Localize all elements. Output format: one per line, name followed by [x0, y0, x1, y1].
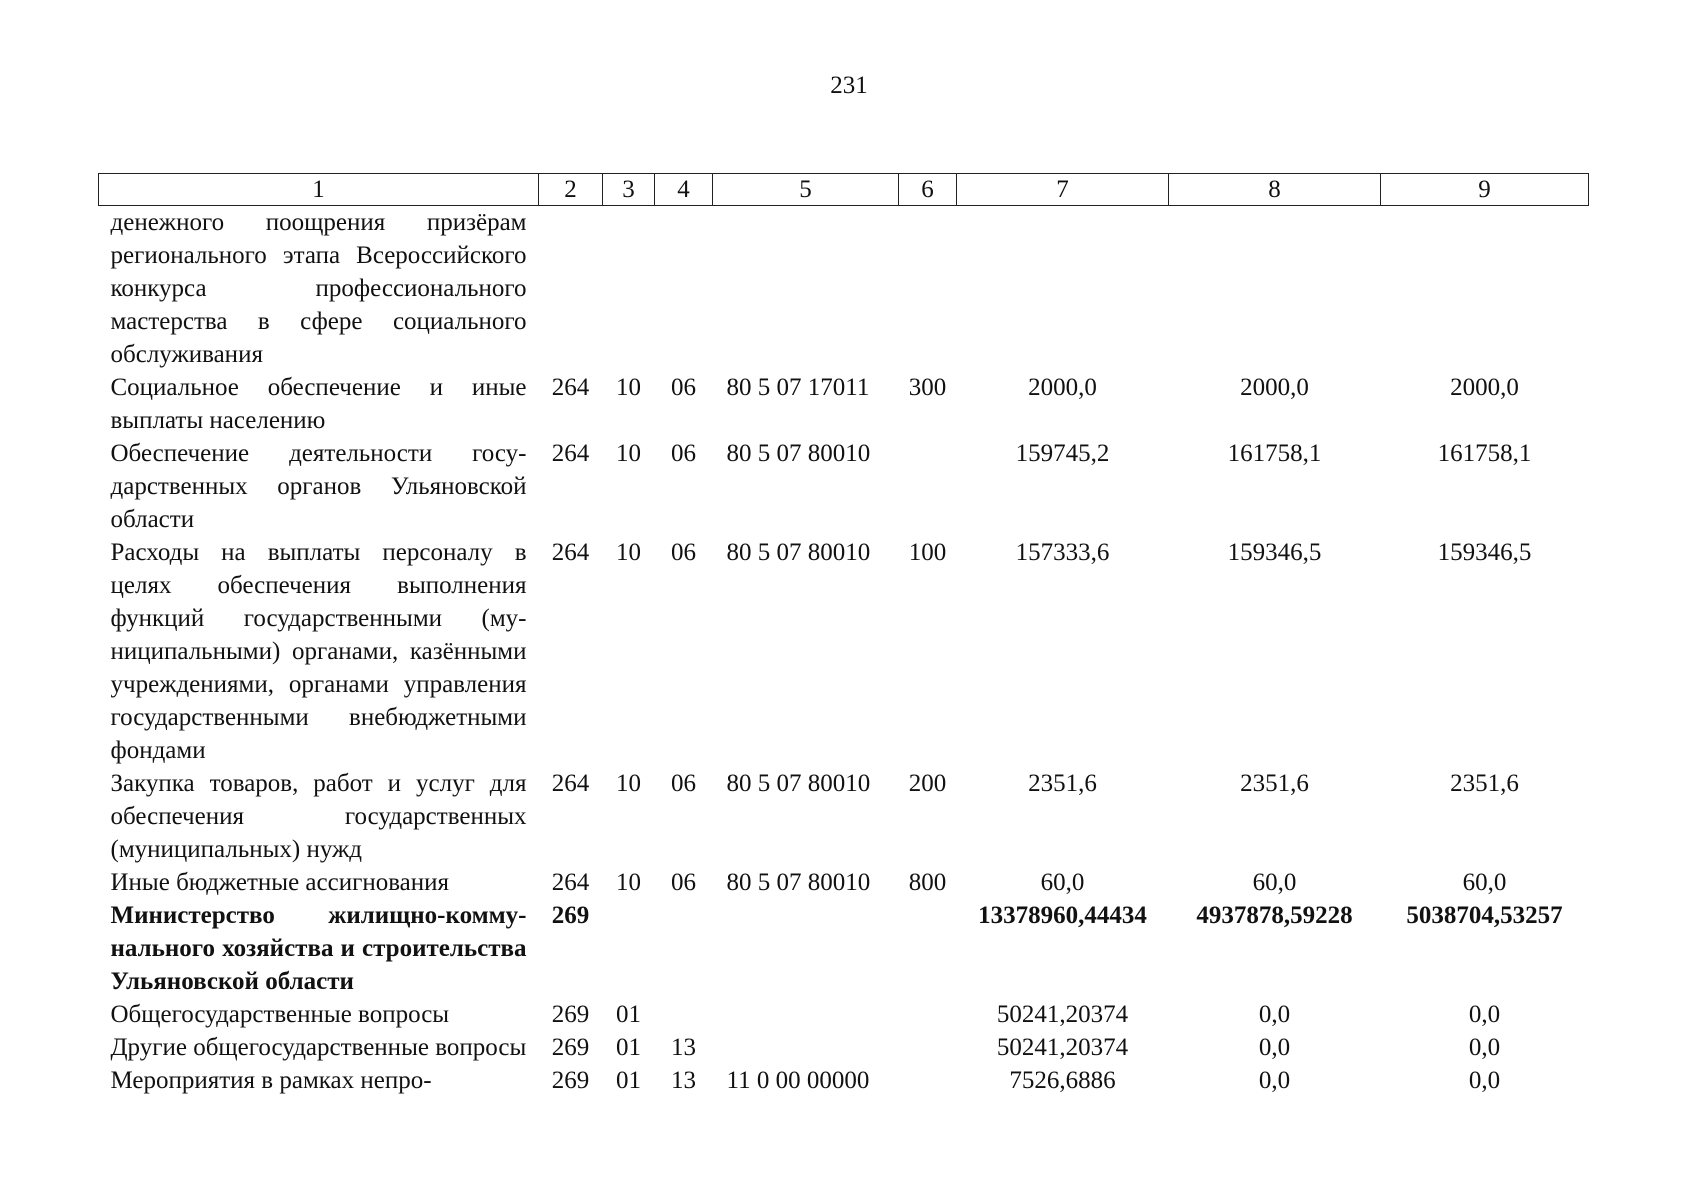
row-amount-year-1: 2351,6: [1028, 770, 1097, 797]
row-description: Закупка товаров, работ и услуг для обеспечения государственных (муниципальных) нужд: [110, 770, 527, 863]
row-subsection: [655, 899, 713, 998]
row-target-article: 80 5 07 80010: [726, 440, 871, 467]
table-row: [99, 866, 1589, 899]
row-expense-type: 800: [908, 869, 947, 896]
row-subsection: [655, 998, 713, 1031]
row-description: Другие общегосударственные вопросы: [110, 1034, 527, 1061]
row-target-article: 80 5 07 80010: [726, 770, 871, 797]
row-subsection: [655, 206, 713, 372]
row-target-article: [713, 899, 899, 998]
row-amount-year-3: 2000,0: [1450, 374, 1519, 401]
row-amount-year-3: 60,0: [1462, 869, 1507, 896]
row-amount-year-2: 0,0: [1258, 1034, 1291, 1061]
row-target-article: 80 5 07 17011: [726, 374, 870, 401]
table-row: [99, 371, 1589, 437]
row-subsection: 06: [671, 440, 696, 467]
row-amount-year-1: 60,0: [1040, 869, 1085, 896]
row-amount-year-1: 50241,20374: [996, 1034, 1129, 1061]
row-expense-type: [899, 1031, 957, 1064]
header-col-3: 3: [603, 174, 655, 206]
header-col-1: 1: [99, 174, 539, 206]
table-row: [99, 899, 1589, 998]
row-subsection: 13: [671, 1067, 696, 1094]
row-amount-year-3: 0,0: [1468, 1001, 1501, 1028]
row-expense-type: 100: [908, 539, 947, 566]
row-description: Иные бюджетные ассигнования: [110, 869, 450, 896]
table-row: [99, 1031, 1589, 1064]
row-subsection: 06: [671, 539, 696, 566]
header-row: [99, 174, 1589, 206]
row-subsection: 06: [671, 770, 696, 797]
row-amount-year-1: 157333,6: [1015, 539, 1110, 566]
row-target-article: [713, 998, 899, 1031]
row-subsection: 13: [671, 1034, 696, 1061]
row-section: 10: [616, 440, 641, 467]
row-target-article: [713, 206, 899, 372]
row-amount-year-1: 159745,2: [1015, 440, 1110, 467]
table-header: [99, 174, 1589, 206]
row-admin-code: 269: [551, 1001, 590, 1028]
row-amount-year-3: 2351,6: [1450, 770, 1519, 797]
row-amount-year-1: 2000,0: [1028, 374, 1097, 401]
row-section: 10: [616, 869, 641, 896]
row-amount-year-2: 161758,1: [1227, 440, 1322, 467]
row-description: Расходы на выплаты персоналу в целях обеспечения выполнения функций государственными (муниципальными) органами, казёнными учреждениями, органами управления государственными внебюджетными фондами: [110, 539, 527, 764]
row-amount-year-3: 0,0: [1468, 1034, 1501, 1061]
table-row: [99, 767, 1589, 866]
row-section: 10: [616, 539, 641, 566]
row-amount-year-2: 2351,6: [1240, 770, 1309, 797]
budget-table: [98, 173, 1589, 1097]
row-amount-year-2: 60,0: [1252, 869, 1297, 896]
row-expense-type: [899, 899, 957, 998]
row-target-article: 80 5 07 80010: [726, 869, 871, 896]
row-section: 01: [616, 1034, 641, 1061]
row-amount-year-2: [1169, 206, 1381, 372]
row-amount-year-1: 7526,6886: [1009, 1067, 1116, 1094]
row-amount-year-3: 5038704,53257: [1406, 902, 1563, 929]
row-admin-code: [539, 206, 603, 372]
row-description: Обеспечение деятельности государственных органов Ульяновской области: [110, 440, 527, 533]
header-col-5: 5: [713, 174, 899, 206]
row-amount-year-2: 0,0: [1258, 1067, 1291, 1094]
row-admin-code: 269: [551, 902, 590, 929]
row-subsection: 06: [671, 869, 696, 896]
row-expense-type: [899, 206, 957, 372]
page-number: 231: [830, 72, 868, 99]
row-expense-type: 200: [908, 770, 947, 797]
row-section: 10: [616, 374, 641, 401]
row-admin-code: 269: [551, 1067, 590, 1094]
row-description: Социальное обеспечение и иные выплаты населению: [110, 374, 527, 434]
header-col-6: 6: [899, 174, 957, 206]
row-amount-year-2: 0,0: [1258, 1001, 1291, 1028]
row-target-article: [713, 1031, 899, 1064]
row-expense-type: [899, 998, 957, 1031]
table-row: [99, 536, 1589, 767]
header-col-7: 7: [957, 174, 1169, 206]
row-amount-year-1: 50241,20374: [996, 1001, 1129, 1028]
row-admin-code: 264: [551, 869, 590, 896]
row-section: [603, 206, 655, 372]
row-description: Министерство жилищно-коммунального хозяйства и строительства Ульяновской области: [110, 902, 527, 995]
table-row: [99, 437, 1589, 536]
row-amount-year-3: 159346,5: [1437, 539, 1532, 566]
row-section: 01: [616, 1001, 641, 1028]
row-amount-year-2: 159346,5: [1227, 539, 1322, 566]
row-description: денежного поощрения призёрам регионального этапа Всероссийского конкурса профессионального мастерства в сфере социального обслуживания: [110, 209, 527, 368]
row-amount-year-1: 13378960,44434: [978, 902, 1147, 929]
row-amount-year-3: 161758,1: [1437, 440, 1532, 467]
table-row: [99, 206, 1589, 372]
row-admin-code: 264: [551, 539, 590, 566]
row-section: 10: [616, 770, 641, 797]
row-amount-year-2: 2000,0: [1240, 374, 1309, 401]
row-admin-code: 264: [551, 374, 590, 401]
header-col-2: 2: [539, 174, 603, 206]
row-amount-year-3: [1381, 206, 1589, 372]
header-col-9: 9: [1381, 174, 1589, 206]
row-description: Общегосударственные вопросы: [110, 1001, 450, 1028]
row-expense-type: [899, 1064, 957, 1097]
row-admin-code: 264: [551, 770, 590, 797]
row-amount-year-3: 0,0: [1468, 1067, 1501, 1094]
row-section: 01: [616, 1067, 641, 1094]
header-col-4: 4: [655, 174, 713, 206]
row-expense-type: 300: [908, 374, 947, 401]
row-amount-year-1: [957, 206, 1169, 372]
row-expense-type: [899, 437, 957, 536]
row-target-article: 11 0 00 00000: [726, 1067, 870, 1094]
table-body: [99, 206, 1589, 1098]
header-col-8: 8: [1169, 174, 1381, 206]
table-row: [99, 1064, 1589, 1097]
row-admin-code: 264: [551, 440, 590, 467]
table-row: [99, 998, 1589, 1031]
row-target-article: 80 5 07 80010: [726, 539, 871, 566]
row-admin-code: 269: [551, 1034, 590, 1061]
row-amount-year-2: 4937878,59228: [1196, 902, 1353, 929]
row-description: Мероприятия в рамках непро-: [110, 1067, 432, 1094]
row-subsection: 06: [671, 374, 696, 401]
row-section: [603, 899, 655, 998]
